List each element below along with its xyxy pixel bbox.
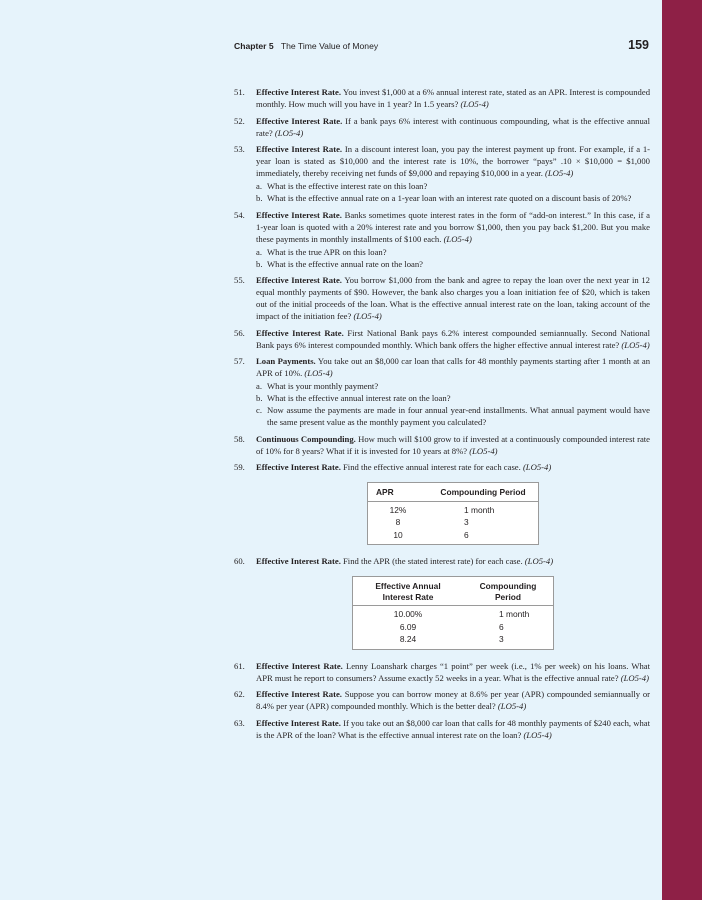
table-cell: 8.24 <box>399 634 417 644</box>
chapter-title: The Time Value of Money <box>280 41 379 51</box>
problem-title: Effective Interest Rate. <box>256 115 343 126</box>
sub-question-letter: b. <box>256 393 263 403</box>
problem-53 <box>234 143 650 204</box>
problem-title: Effective Interest Rate. <box>256 462 341 472</box>
problem-52 <box>234 115 650 139</box>
problem-text: Lenny Loanshark charges “1 point” per week (i.e., 1% per week) on his loans. What APR must he report to consumers? Assume exactly 52 weeks in a year. What is the effective annual rate? <box>256 660 651 683</box>
problem-text: If a bank pays 6% interest with continuous compounding, what is the effective annual rate? <box>256 115 651 138</box>
table-cell: 3 <box>499 634 504 644</box>
problem-56 <box>234 327 650 351</box>
problem-title: Effective Interest Rate. <box>256 144 343 154</box>
problem-text: You take out an $8,000 car loan that calls for 48 monthly payments starting after 1 month at an APR of 10%. <box>256 356 651 378</box>
problem-text: Banks sometimes quote interest rates in the form of “add-on interest.” In this case, if a 1-year loan is quoted with a 20% interest rate and you borrow $1,000, then you pay back $1,200. But you make these payments in monthly installments of $100 each. <box>256 209 650 244</box>
sub-question-text: What is the effective interest rate on this loan? <box>267 181 428 191</box>
problem-title: Loan Payments. <box>256 356 316 366</box>
table-cell: 6 <box>499 621 504 632</box>
learning-objective: (LO5-4) <box>497 701 527 711</box>
problem-number: 56. <box>234 327 245 338</box>
sub-question-list <box>256 246 650 270</box>
page-edge-color-bar <box>662 0 702 900</box>
problem-number: 59. <box>234 462 245 472</box>
problem-title: Effective Interest Rate. <box>256 87 342 97</box>
problem-text: Suppose you can borrow money at 8.6% per year (APR) compounded semiannually or 8.4% per year (APR) compounded monthly. Which is the better deal? <box>256 689 651 711</box>
page-header <box>234 38 650 54</box>
problem-63 <box>234 717 650 741</box>
learning-objective: (LO5-4) <box>522 462 552 472</box>
table-cell: 8 <box>395 517 401 527</box>
sub-question-text: What is your monthly payment? <box>267 381 379 391</box>
sub-question-text: What is the true APR on this loan? <box>267 246 387 257</box>
problem-text: You invest $1,000 at a 6% annual interest rate, stated as an APR. Interest is compounded monthly. How much will you have in 1 year? In 1.5 years? <box>256 87 651 109</box>
problem-number: 55. <box>234 275 245 285</box>
problem-number: 63. <box>234 717 245 728</box>
learning-objective: (LO5-4) <box>621 339 650 350</box>
problem-54 <box>234 209 650 270</box>
sub-question-text: What is the effective annual rate on a 1-year loan with an interest rate quoted on a discount basis of 20%? <box>267 193 632 203</box>
problem-number: 60. <box>234 556 245 566</box>
problem-title: Effective Interest Rate. <box>256 717 341 728</box>
sub-question-letter: b. <box>256 193 263 203</box>
table-container <box>256 576 650 650</box>
problem-60 <box>234 555 650 650</box>
sub-question <box>256 380 650 392</box>
table-row <box>353 606 554 621</box>
learning-objective: (LO5-4) <box>620 672 649 683</box>
problem-list <box>234 86 650 745</box>
problem-62 <box>234 688 650 712</box>
learning-objective: (LO5-4) <box>443 233 472 244</box>
problem-text: You borrow $1,000 from the bank and agree to repay the loan over the next year in 12 equal monthly payments of $90. However, the bank also charges you a loan initiation fee of $20, which is taken out of the initial proceeds of the loan. What is the effective annual interest rate on the loan, taking account of the impact of the initiation fee? <box>256 275 650 321</box>
table-cell: 12% <box>389 504 407 515</box>
problem-number: 61. <box>234 660 245 671</box>
running-head <box>234 41 378 51</box>
sub-question <box>256 392 650 404</box>
sub-question <box>256 258 650 270</box>
learning-objective: (LO5-4) <box>469 445 498 456</box>
table-cell: 6 <box>464 529 469 540</box>
problem-number: 62. <box>234 689 245 699</box>
table-cell: 6.09 <box>399 621 417 632</box>
table-header-row <box>353 577 554 606</box>
problem-title: Effective Interest Rate. <box>256 275 342 285</box>
problem-text: If you take out an $8,000 car loan that calls for 48 monthly payments of $240 each, what is the APR of the loan? What is the effective annual interest rate on the loan? <box>256 717 651 740</box>
table-cell: 1 month <box>499 609 530 619</box>
table-row <box>368 516 539 529</box>
learning-objective: (LO5-4) <box>523 729 552 740</box>
problem-number: 57. <box>234 356 245 366</box>
problem-title: Effective Interest Rate. <box>256 327 344 338</box>
table-row <box>353 633 554 649</box>
sub-question <box>256 180 650 192</box>
problem-text: Find the APR (the stated interest rate) for each case. <box>343 556 523 566</box>
sub-question <box>256 404 650 428</box>
problem-text: How much will $100 grow to if invested at a continuously compounded interest rate of 10% for 8 years? What if it is invested for 10 years at 8%? <box>256 433 651 456</box>
learning-objective: (LO5-4) <box>274 127 304 138</box>
sub-question-letter: b. <box>256 258 263 269</box>
table-row <box>368 529 539 545</box>
sub-question-letter: c. <box>256 405 262 415</box>
column-header-effective-annual-rate: Effective Annual Interest Rate <box>353 577 464 606</box>
problem-58 <box>234 433 650 457</box>
problem-text: First National Bank pays 6.2% interest compounded semiannually. Second National Bank pays 6% interest compounded monthly. Which bank offers the higher effective annual interest rate? <box>256 327 650 350</box>
table-cell: 10.00% <box>393 609 423 619</box>
column-header-apr: APR <box>368 483 429 502</box>
problem-number: 58. <box>234 433 245 444</box>
learning-objective: (LO5-4) <box>460 99 489 109</box>
column-header-compounding-period: Compounding Period <box>463 577 554 606</box>
sub-question-text: What is the effective annual rate on the loan? <box>267 258 423 269</box>
sub-question-text: What is the effective annual interest rate on the loan? <box>267 393 451 403</box>
table-cell: 1 month <box>464 504 495 515</box>
sub-question-list <box>256 380 650 428</box>
problem-number: 51. <box>234 87 245 97</box>
problem-number: 54. <box>234 209 245 220</box>
problem-title: Effective Interest Rate. <box>256 689 342 699</box>
problem-title: Continuous Compounding. <box>256 433 356 444</box>
learning-objective: (LO5-4) <box>545 168 574 178</box>
sub-question-list <box>256 180 650 204</box>
problem-title: Effective Interest Rate. <box>256 209 342 220</box>
sub-question-letter: a. <box>256 381 262 391</box>
learning-objective: (LO5-4) <box>524 556 554 566</box>
problem-number: 52. <box>234 115 245 126</box>
column-header-compounding-period: Compounding Period <box>428 483 539 502</box>
table-cell: 10 <box>393 529 403 540</box>
learning-objective: (LO5-4) <box>304 368 333 378</box>
sub-question-letter: a. <box>256 181 262 191</box>
problem-57 <box>234 355 650 428</box>
problem-text: In a discount interest loan, you pay the interest payment up front. For example, if a 1-year loan is stated as $10,000 and the interest rate is 10%, the borrower “pays” .10 × $10,000 = $1,000 immediately, thereby receiving net funds of $9,000 and repaying $10,000 in a year. <box>256 144 651 178</box>
sub-question-letter: a. <box>256 246 262 257</box>
problem-59 <box>234 461 650 545</box>
sub-question-text: Now assume the payments are made in four annual year-end installments. What annual payment would have the same present value as the monthly payment you calculated? <box>267 405 650 427</box>
problem-number: 53. <box>234 144 245 154</box>
problem-51 <box>234 86 650 110</box>
table-row <box>368 501 539 516</box>
table-row <box>353 621 554 634</box>
table-container <box>256 482 650 545</box>
problem-55 <box>234 274 650 322</box>
problem-text: Find the effective annual interest rate for each case. <box>343 462 521 472</box>
page-number: 159 <box>628 38 649 52</box>
problem-61 <box>234 660 650 684</box>
problem-title: Effective Interest Rate. <box>256 660 343 671</box>
apr-compounding-table <box>367 482 539 545</box>
sub-question <box>256 192 650 204</box>
problem-title: Effective Interest Rate. <box>256 556 341 566</box>
sub-question <box>256 246 650 258</box>
learning-objective: (LO5-4) <box>353 311 382 321</box>
chapter-label: Chapter 5 <box>234 41 274 51</box>
table-cell: 3 <box>464 517 469 527</box>
table-header-row <box>368 483 539 502</box>
ear-compounding-table <box>352 576 554 650</box>
